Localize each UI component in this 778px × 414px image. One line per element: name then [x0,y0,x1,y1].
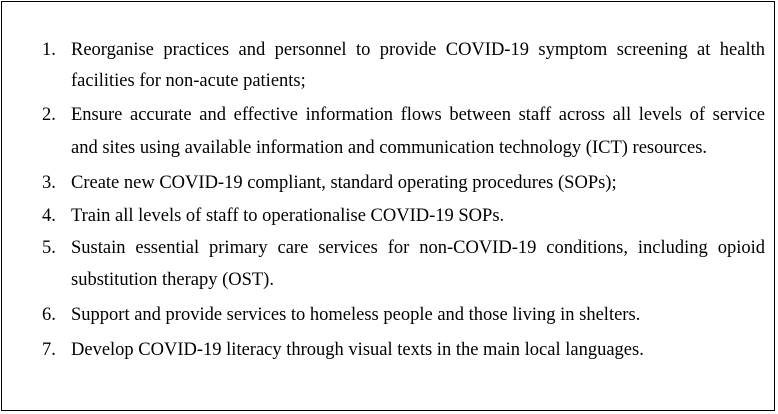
list-item-text: facilities for non-acute patients; [71,71,306,91]
list-item-text: Support and provide services to homeless people and those living in shelters. [71,305,641,325]
list-item-text: Create new COVID-19 compliant, standard operating procedures (SOPs); [71,173,617,193]
list-item-text: and sites using available information and communication technology (ICT) resources. [71,138,708,158]
list-item-number: 7. [42,340,56,360]
list-item-text: Train all levels of staff to operationalise COVID-19 SOPs. [71,206,505,226]
list-item-number: 5. [42,238,56,258]
list-item-text: Sustain essential primary care services for non-COVID-19 conditions, including opioid [71,238,765,258]
list-item-number: 2. [42,105,56,125]
numbered-list [2,2,774,410]
list-item-number: 1. [42,40,56,60]
list-item-text: Develop COVID-19 literacy through visual texts in the main local languages. [71,340,644,360]
list-item-number: 3. [42,173,56,193]
list-item-text: substitution therapy (OST). [71,270,274,290]
text-box [1,1,775,411]
list-item-number: 4. [42,206,56,226]
list-item-number: 6. [42,305,56,325]
list-item-text: Reorganise practices and personnel to provide COVID-19 symptom screening at health [71,40,765,60]
list-item-text: Ensure accurate and effective information flows between staff across all levels of service [71,105,765,125]
